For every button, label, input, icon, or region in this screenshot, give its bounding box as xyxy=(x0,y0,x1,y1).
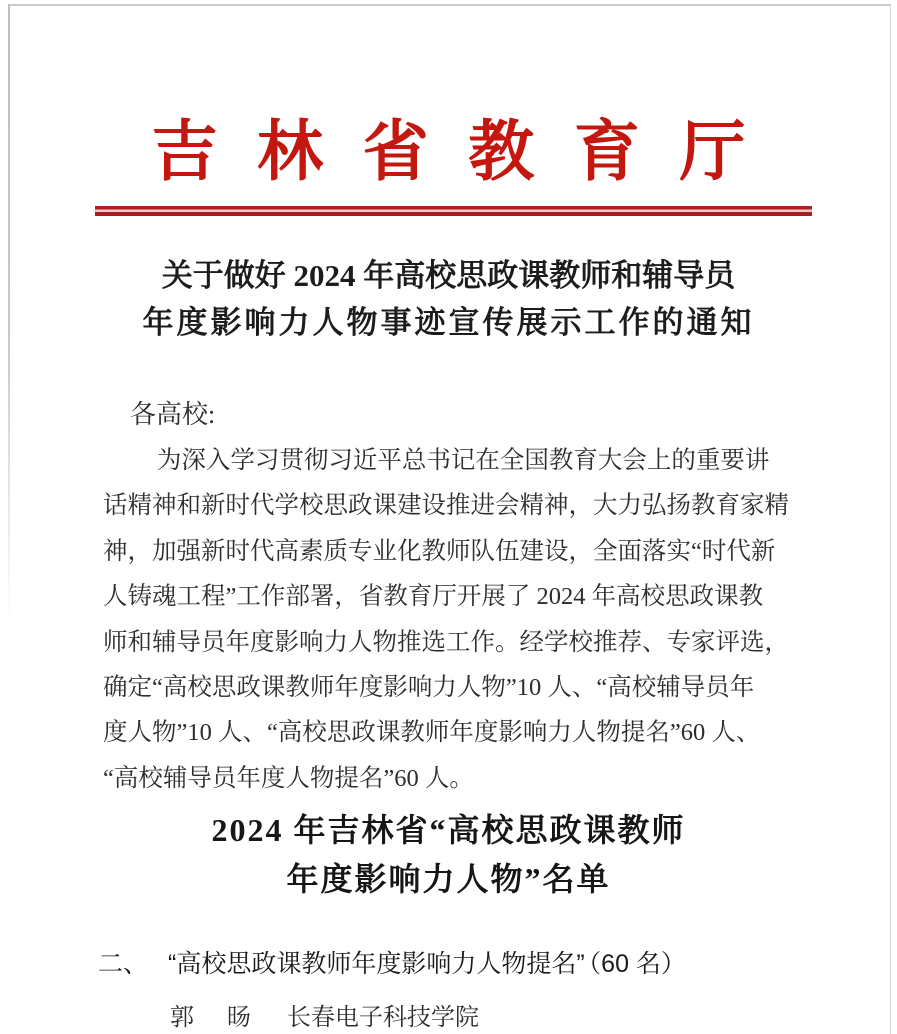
entry-surname: 郭 xyxy=(170,1005,194,1031)
section-count: （60 名） xyxy=(588,950,686,978)
list-title-line1: 2024 年吉林省“高校思政课教师 xyxy=(211,812,686,848)
body-line: 师和辅导员年度影响力人物推选工作。经学校推荐、专家评选， xyxy=(103,628,789,656)
body-line: 为深入学习贯彻习近平总书记在全国教育大会上的重要讲 xyxy=(156,447,770,474)
notice-title xyxy=(0,252,897,346)
list-title xyxy=(0,806,897,904)
body-line: 话精神和新时代学校思政课建设推进会精神，大力弘扬教育家精 xyxy=(103,492,789,520)
entry-school: 长春电子科技学院 xyxy=(287,1005,479,1031)
body-line: 度人物”10 人、“高校思政课教师年度影响力人物提名”60 人、 xyxy=(103,719,761,747)
list-title-line2: 年度影响力人物”名单 xyxy=(286,861,611,897)
body-paragraph xyxy=(103,438,797,801)
scan-edge-top xyxy=(8,4,891,6)
body-line: 人铸魂工程”工作部署，省教育厅开展了 2024 年高校思政课教 xyxy=(103,583,764,611)
section-number: 二、 xyxy=(98,950,149,978)
section-title: “高校思政课教师年度影响力人物提名” xyxy=(168,950,585,978)
body-line: 神，加强新时代高素质专业化教师队伍建设，全面落实“时代新 xyxy=(103,537,776,565)
salutation: 各高校: xyxy=(130,400,216,429)
notice-title-line1: 关于做好 2024 年高校思政课教师和辅导员 xyxy=(161,258,736,293)
list-item xyxy=(170,997,479,1032)
body-line: 确定“高校思政课教师年度影响力人物”10 人、“高校辅导员年 xyxy=(103,674,755,702)
letterhead-red-rule xyxy=(95,206,812,216)
notice-title-line2: 年度影响力人物事迹宣传展示工作的通知 xyxy=(142,305,755,340)
letterhead-title: 吉林省教育厅 xyxy=(151,116,786,189)
entry-given-name: 旸 xyxy=(227,1005,251,1031)
body-line: “高校辅导员年度人物提名”60 人。 xyxy=(103,764,474,792)
section-heading xyxy=(98,944,686,980)
